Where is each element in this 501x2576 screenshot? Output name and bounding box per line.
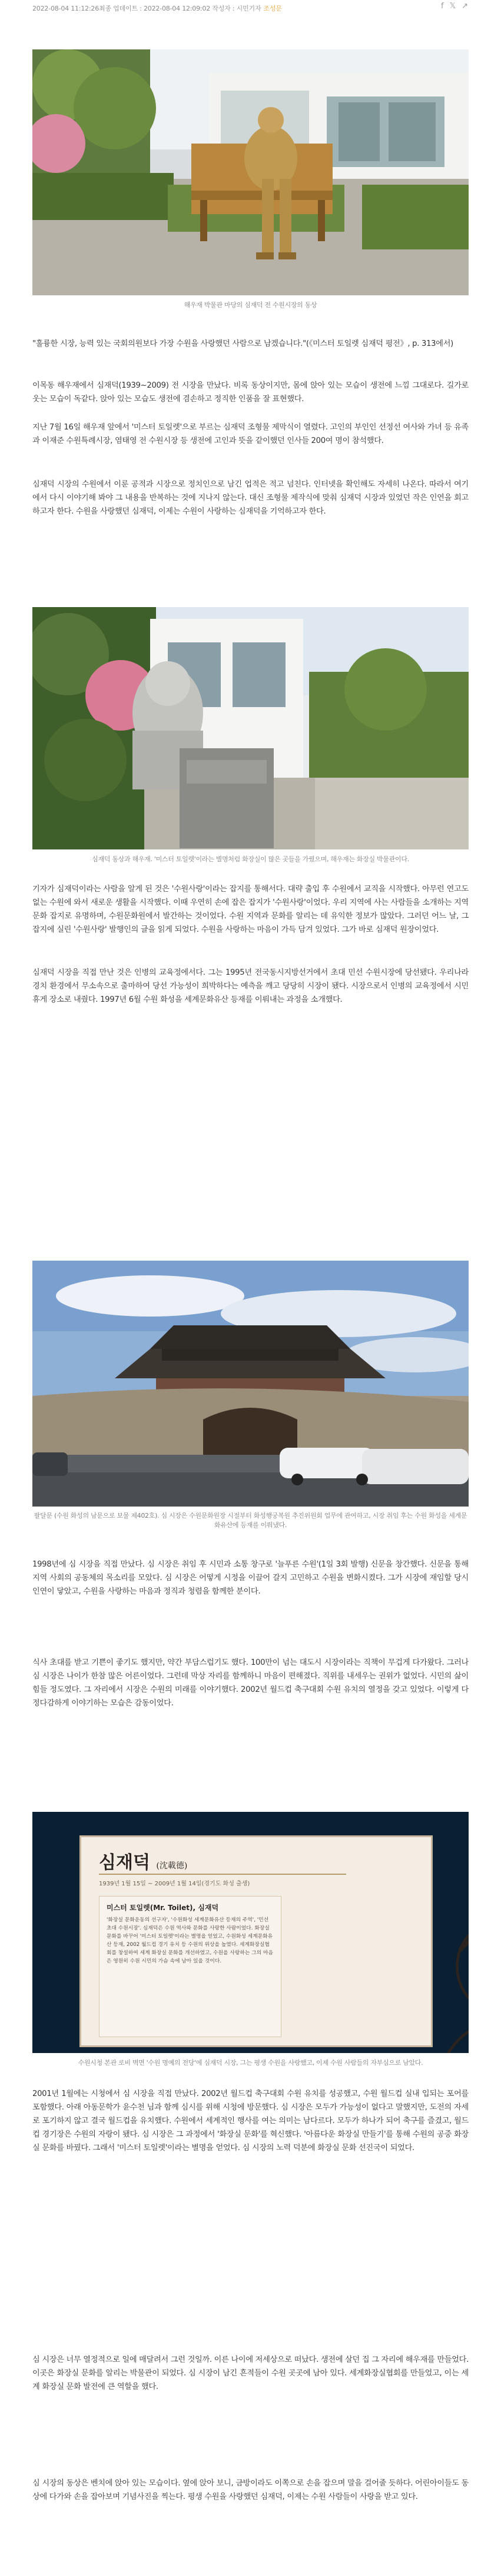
body-paragraph-1: 이목동 해우재에서 심재덕(1939~2009) 전 시장을 만났다. 비록 동상이지만, 몸에 앉아 있는 모습이 생전에 느낌 그대로다. 길가로 웃는 모습이 독같다. 앉아 있는 모습도 생전에 겸손하고 정직한 인품을 잘 표현했다. xyxy=(32,381,469,404)
bust-statue-photo xyxy=(32,607,469,849)
share-icons xyxy=(441,2,468,11)
photo-caption-3: 팔달문 (수원 화성의 남문으로 보물 제402호). 심 시장은 수원문화원장 시절부터 화성행궁복원 추진위원회 업무에 관여하고, 시장 취임 후는 수원 화성을 세계문화유산에 등재를 이뤄냈다. xyxy=(34,1512,467,1529)
plaque-name-text: 심재덕 xyxy=(99,1852,150,1873)
hall-of-fame-plaque-photo xyxy=(32,1812,469,2053)
facebook-icon[interactable]: f xyxy=(441,2,444,11)
plaque-panel xyxy=(79,1835,433,2047)
paldalmun-gate-photo xyxy=(32,1261,469,1507)
body-paragraph-5: 심재덕 시장을 직접 만난 것은 인병의 교육정에서다. 그는 1995년 전국동시지방선거에서 초대 민선 수원시장에 당선됐다. 우리나라 경치 환경에서 무소속으로 출마하여 당선 가능성이 희박하다는 예측을 깨고 당당히 시장이 됐다. 시장으로서 인병의 교육정에서 시민 휴게 장소로 내줬다. 1997년 6월 수원 화성을 세계문화유산 등재를 이뤄내는 과정을 소개했다. xyxy=(32,968,469,1004)
share-icon[interactable]: ↗ xyxy=(462,2,468,11)
body-paragraph-4: 기자가 심재덕이라는 사람을 알게 된 것은 '수원사랑'이라는 잡지를 통해서다. 대략 출입 후 수원에서 교직을 시작했다. 아무런 연고도 없는 수원에 와서 새로운 생활을 시작했다. 이때 우연히 손에 잡은 잡지가 '수원사랑'이었다. 우리 지역에 사는 사람들을 소개하는 지역문화 잡지로 유명하며, 수원문화원에서 발간하는 것이었다. 수원 지역과 문화를 알리는 데 유익한 정보가 많았다. 그러던 어느 날, 그 잡지에 실린 '수원사랑' 발행인의 글을 읽게 되었다. 수원을 사랑하는 마음이 가득 담겨 있었다. 그가 바로 심재덕 원장이었다. xyxy=(32,885,469,934)
photo-caption-1: 해우재 박물관 마당의 심재덕 전 수원시장의 동상 xyxy=(184,301,317,309)
photo-caption-4: 수원시청 본관 로비 벽면 '수원 명예의 전당'에 심재덕 시장, 그는 평생 수원을 사랑했고, 이제 수원 사람들의 자부심으로 남았다. xyxy=(78,2059,423,2067)
twitter-icon[interactable]: 𝕏 xyxy=(449,2,456,11)
portrait-sketch xyxy=(317,1896,469,2053)
body-paragraph-3: 심재덕 시장의 수원에서 이룬 공적과 시장으로 정치인으로 남긴 업적은 적고 넘친다. 인터넷을 확인해도 자세히 나온다. 따라서 여기에서 다시 이야기해 봐야 그 내용을 반복하는 것에 지나지 않는다. 대신 조형물 제작식에 맞춰 심재덕 시장과 있었던 작은 인연을 회고하고자 한다. 수원을 사랑했던 심재덕, 이제는 수원이 사랑하는 심재덕을 기억하고자 한다. xyxy=(32,480,469,516)
article-dates: 2022-08-04 11:12:26최종 업데이트 : 2022-08-04 12:09:02 작성자 : 시민기자 xyxy=(32,5,261,12)
plaque-nickname: 미스터 토일렛(Mr. Toilet), 심재덕 xyxy=(107,1904,219,1912)
body-paragraph-7: 식사 초대를 받고 기쁜이 좋기도 했지만, 약간 부담스럽기도 했다. 100만이 넘는 대도시 시장이라는 직책이 무겁게 다가왔다. 그러나 심 시장은 나이가 한참 많은 어른이었다. 그런데 막상 자리를 함께하니 마음이 편해졌다. 직위를 내세우는 권위가 없었다. 시민의 삶이 힘들 정도였다. 그 자리에서 시장은 수원의 미래를 이야기했다. 2002년 월드컵 축구대회 수원 유치의 열정을 갖고 있었다. 이렇게 다정다감하게 이야기하는 모습은 감동이었다. xyxy=(32,1658,469,1708)
plaque-body-text: '화장실 문화운동의 선구자', '수원화성 세계문화유산 등재의 주역', '민선 초대 수원시장'. 심재덕은 수원 역사와 문화를 사랑한 사람이었다. 화장실 문화를 바꾸어 '미스터 토일렛'이라는 별명을 얻었고, 수원화성 세계문화유산 등재, 2002 월드컵 경기 유치 등 수원의 위상을 높였다. 세계화장실협회를 창설하여 세계 화장실 문화를 개선하였고, 수원을 사랑하는 그의 마음은 영원히 수원 시민의 가슴 속에 남아 있을 것이다. xyxy=(107,1917,273,1964)
body-paragraph-8: 2001년 1월에는 시청에서 심 시장을 직접 만났다. 2002년 월드컵 축구대회 수원 유치를 성공했고, 수원 월드컵 실내 입되는 포어를 포함했다. 아래 아동문학가 윤수천 님과 함께 심시를 위해 시청에 방문했다. 심 시장은 모두가 가능성이 없다고 말했지만, 도전의 자세로 포기하지 않고 결국 월드컵을 유치했다. 수원에서 세계적인 행사를 여는 의미는 남다르다. 모두가 하나가 되어 축구를 즐겼고, 월드컵 경기장은 수원의 자랑이 됐다. 심 시장은 그 과정에서 '화장실 문화'를 혁신했다. '아름다운 화장실 만들기'를 통해 수원의 공중 화장실 문화를 바꿨다. 그래서 '미스터 토일렛'이라는 별명을 얻었다. 심 시장의 노력 덕분에 화장실 문화 선진국이 되었다. xyxy=(32,2090,469,2152)
body-paragraph-9: 심 시장은 너무 열정적으로 일에 매달려서 그런 것일까. 이른 나이에 저세상으로 떠났다. 생전에 살던 집 그 자리에 해우재를 만들었다. 이곳은 화장실 문화를 알리는 박물관이 되었다. 심 시장이 남긴 흔적들이 수원 곳곳에 남아 있다. 세계화장실협회를 만들었고, 이는 세계 화장실 문화 발전에 큰 역할을 했다. xyxy=(32,2355,469,2391)
statue-bench-photo xyxy=(32,49,469,295)
plaque-life-dates: 1939년 1월 15일 ~ 2009년 1월 14일(경기도 화성 출생) xyxy=(99,1881,250,1887)
plaque-text-box xyxy=(99,1896,281,2037)
body-paragraph-2: 지난 7월 16일 해우재 앞에서 '미스터 토일렛'으로 부르는 심재덕 조형물 제막식이 열렸다. 고인의 부인인 선정선 여사와 가녀 등 유족과 이재준 수원특례시장, 염태영 전 수원시장 등 생전에 고인과 뜻을 같이했던 인사들 200여 명이 참석했다. xyxy=(32,423,469,445)
photo-caption-2: 심재덕 동상과 해우재. '미스터 토일렛'이라는 별명처럼 화장실이 많은 곳들을 가꿨으며, 해우재는 화장실 박물관이다. xyxy=(92,855,409,863)
plaque-divider xyxy=(99,1874,346,1875)
plaque-name xyxy=(99,1848,187,1874)
body-paragraph-6: 1998년에 심 시장을 직접 만났다. 심 시장은 취임 후 시민과 소통 창구로 '늘푸른 수원'(1일 3회 발행) 신문을 창간했다. 신문을 통해 지역 사회의 공동체의 목소리를 모았다. 심 시장은 어떻게 시정을 이끌어 갈지 고민하고 수원을 변화시켰다. 그가 시장에 재임할 당시 인연이 닿았고, 수원을 사랑하는 마음과 정직과 청렴을 함께한 분이다. xyxy=(32,1560,469,1596)
plaque-hanja: (沈載德) xyxy=(156,1861,188,1871)
quote-paragraph: "훌륭한 시장, 능력 있는 국회의원보다 가장 수원을 사랑했던 사람으로 남겠습니다."(《미스터 토일렛 심재덕 평전》, p. 313에서) xyxy=(32,339,453,348)
article-author-tag[interactable]: 조성문 xyxy=(263,5,282,12)
article-meta xyxy=(32,4,468,13)
body-paragraph-10: 심 시장의 동상은 벤치에 앉아 있는 모습이다. 옆에 앉아 보니, 금방이라도 이쪽으로 손을 잡으며 말을 걸어줄 듯하다. 어린아이들도 동상에 다가와 손을 잡아보며 기념사진을 찍는다. 평생 수원을 사랑했던 심재덕, 이제는 수원 사람들이 사랑을 받고 있다. xyxy=(32,2479,469,2501)
